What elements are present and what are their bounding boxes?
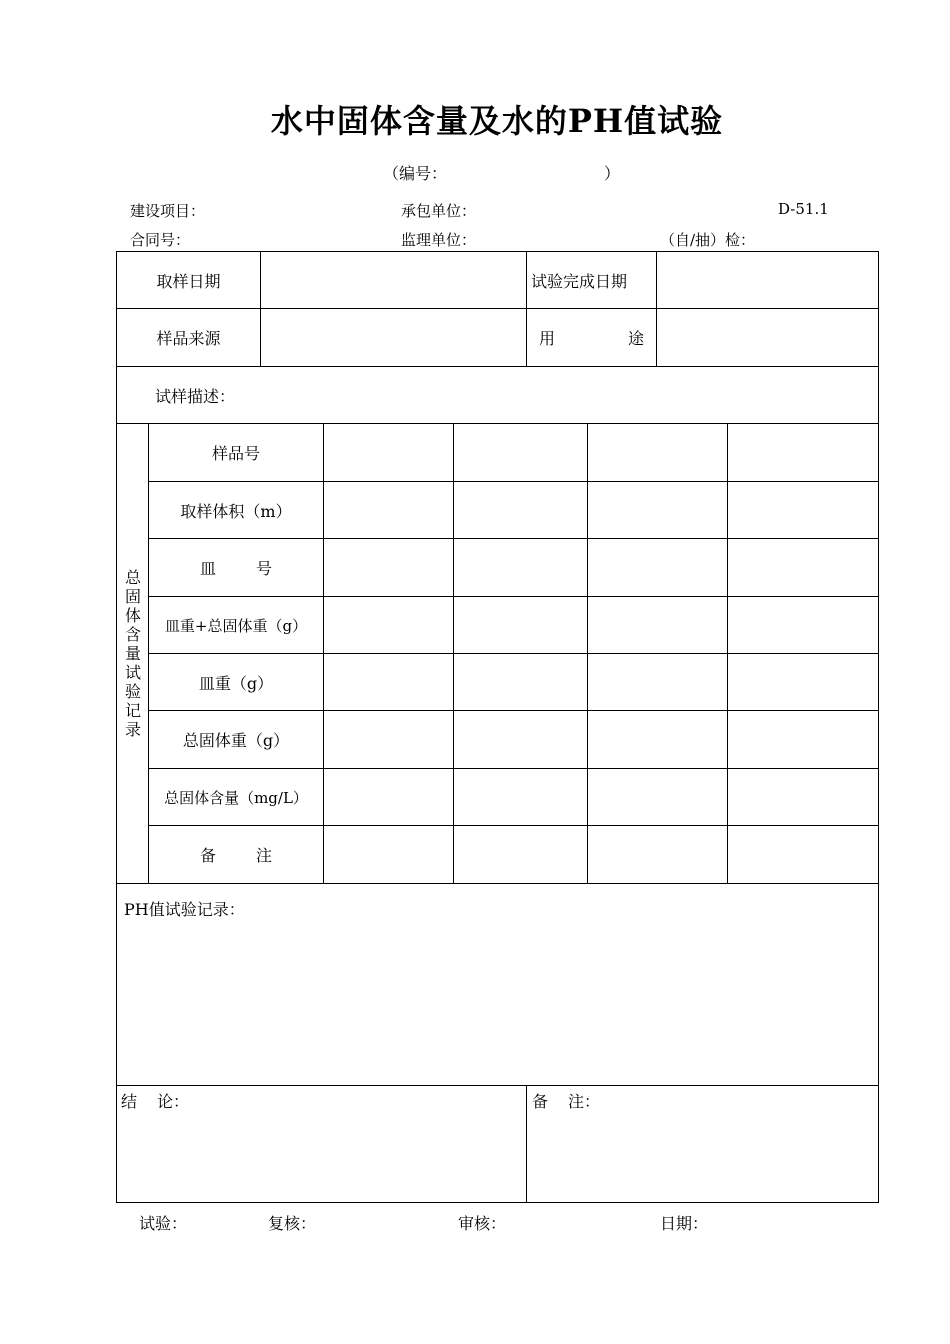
sampling-date-field[interactable] [261,252,526,308]
ph-record-label: PH值试验记录： [124,900,245,919]
footer-audit-label: 审核： [458,1214,507,1233]
sampling-date-label: 取样日期 [156,271,221,291]
row-label-total-solids-content: 总固体含量（mg/L） [164,788,308,807]
row-label-dish-plus-solids: 皿重+总固体重（g） [164,616,308,635]
contractor-label: 承包单位： [401,202,477,220]
table-rule [323,423,324,883]
table-border-right [878,251,879,1203]
row-label-dish-weight: 皿重（g） [198,673,274,693]
table-rule [116,1085,879,1086]
table-border-bottom [116,1202,879,1203]
footer-test-label: 试验： [139,1214,188,1233]
supervisor-label: 监理单位： [401,231,477,249]
table-rule [587,423,588,883]
total-solids-section-label: 总 固 体 含 量 试 验 记 录 [124,568,141,739]
table-rule [526,1085,527,1202]
completion-date-field[interactable] [657,252,878,308]
remarks-label: 备 注： [532,1092,601,1111]
conclusion-label: 结 论： [121,1092,190,1111]
row-label-sample-no: 样品号 [211,444,260,463]
sample-source-label: 样品来源 [156,329,221,348]
sample-description[interactable] [117,367,878,423]
ph-record-field[interactable] [117,884,878,1085]
usage-field[interactable] [657,309,878,366]
row-label-total-solids-weight: 总固体重（g） [182,731,290,750]
form-code: D-51.1 [778,200,829,218]
sample-description-label: 试样描述： [155,386,236,406]
number-label: （编号： [383,164,448,183]
project-label: 建设项目： [130,202,206,220]
usage-label: 用 途 [539,329,644,348]
footer-review-label: 复核： [268,1214,317,1233]
contract-label: 合同号： [130,231,191,249]
sample-source-field[interactable] [261,309,526,366]
row-label-remarks: 备 注 [199,846,273,865]
row-label-dish-no: 皿 号 [199,559,273,578]
check-label: （自/抽）检： [660,231,756,249]
table-rule [727,423,728,883]
number-close: ） [604,164,621,183]
footer-date-label: 日期： [660,1214,709,1233]
completion-date-label: 试验完成日期 [531,271,628,291]
page-title: 水中固体含量及水的PH值试验 [270,102,724,140]
row-label-sample-volume: 取样体积（m） [180,501,292,521]
table-rule [453,423,454,883]
